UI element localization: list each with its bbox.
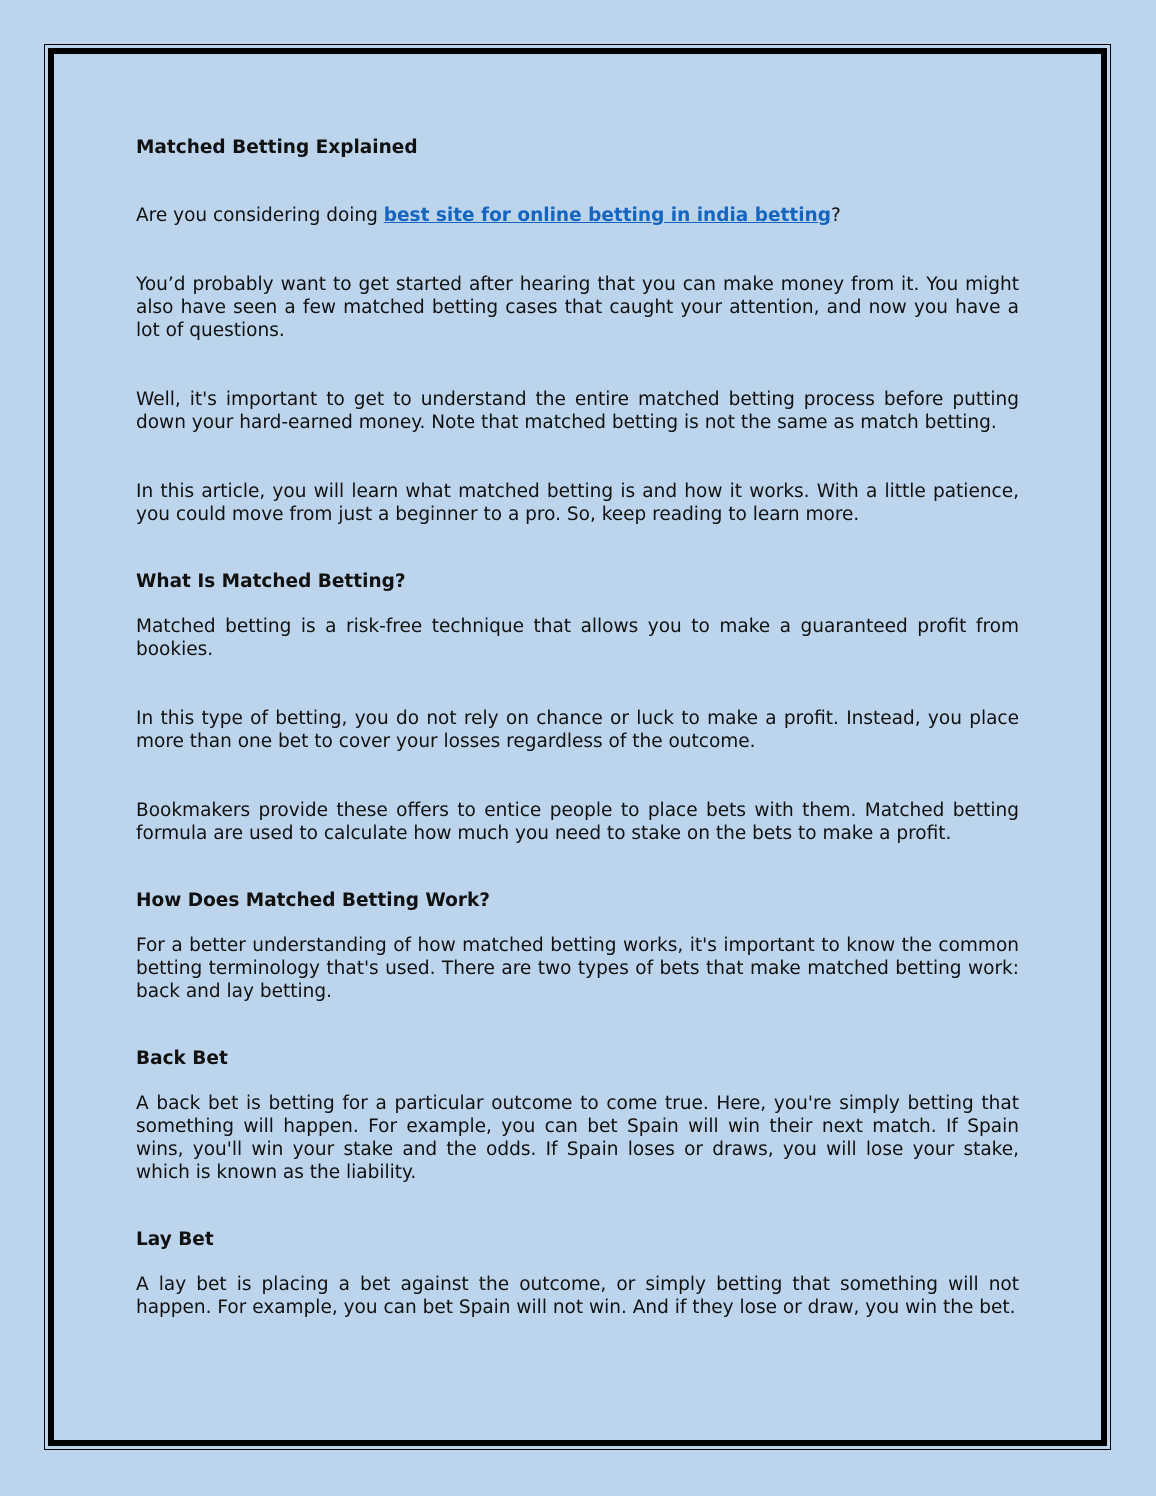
document-title: Matched Betting Explained xyxy=(136,137,418,158)
intro-paragraph xyxy=(136,204,1019,227)
intro-prefix: Are you considering doing xyxy=(136,205,384,226)
betting-site-link[interactable]: best site for online betting in india betting xyxy=(383,205,831,226)
section-heading-back-bet: Back Bet xyxy=(136,1048,228,1069)
section-heading-what: What Is Matched Betting? xyxy=(136,571,406,592)
paragraph: In this type of betting, you do not rely on chance or luck to make a profit. Instead, you place more than one bet to cover your losses regardless of the outcome. xyxy=(136,708,1019,752)
paragraph: For a better understanding of how matched betting works, it's important to know the common betting terminology that's used. There are two types of bets that make matched betting work: back and lay betting. xyxy=(136,935,1019,1002)
paragraph: Well, it's important to get to understand the entire matched betting process before putting down your hard-earned money. Note that matched betting is not the same as match betting. xyxy=(136,389,1019,433)
paragraph: A back bet is betting for a particular outcome to come true. Here, you're simply betting that something will happen. For example, you can bet Spain will win their next match. If Spain wins, you'll win your stake and the odds. If Spain loses or draws, you will lose your stake, which is known as the liability. xyxy=(136,1093,1019,1183)
paragraph: A lay bet is placing a bet against the outcome, or simply betting that something will not happen. For example, you can bet Spain will not win. And if they lose or draw, you win the bet. xyxy=(136,1274,1019,1318)
paragraph: You’d probably want to get started after hearing that you can make money from it. You might also have seen a few matched betting cases that caught your attention, and now you have a lot of questions. xyxy=(136,274,1019,341)
paragraph: In this article, you will learn what matched betting is and how it works. With a little patience, you could move from just a beginner to a pro. So, keep reading to learn more. xyxy=(136,481,1019,525)
document-body xyxy=(136,135,1019,1319)
paragraph: Matched betting is a risk-free technique that allows you to make a guaranteed profit from bookies. xyxy=(136,616,1019,660)
section-heading-how: How Does Matched Betting Work? xyxy=(136,890,491,911)
paragraph: Bookmakers provide these offers to entice people to place bets with them. Matched betting formula are used to calculate how much you need to stake on the bets to make a profit. xyxy=(136,800,1019,844)
intro-suffix: ? xyxy=(830,205,841,226)
section-heading-lay-bet: Lay Bet xyxy=(136,1229,214,1250)
